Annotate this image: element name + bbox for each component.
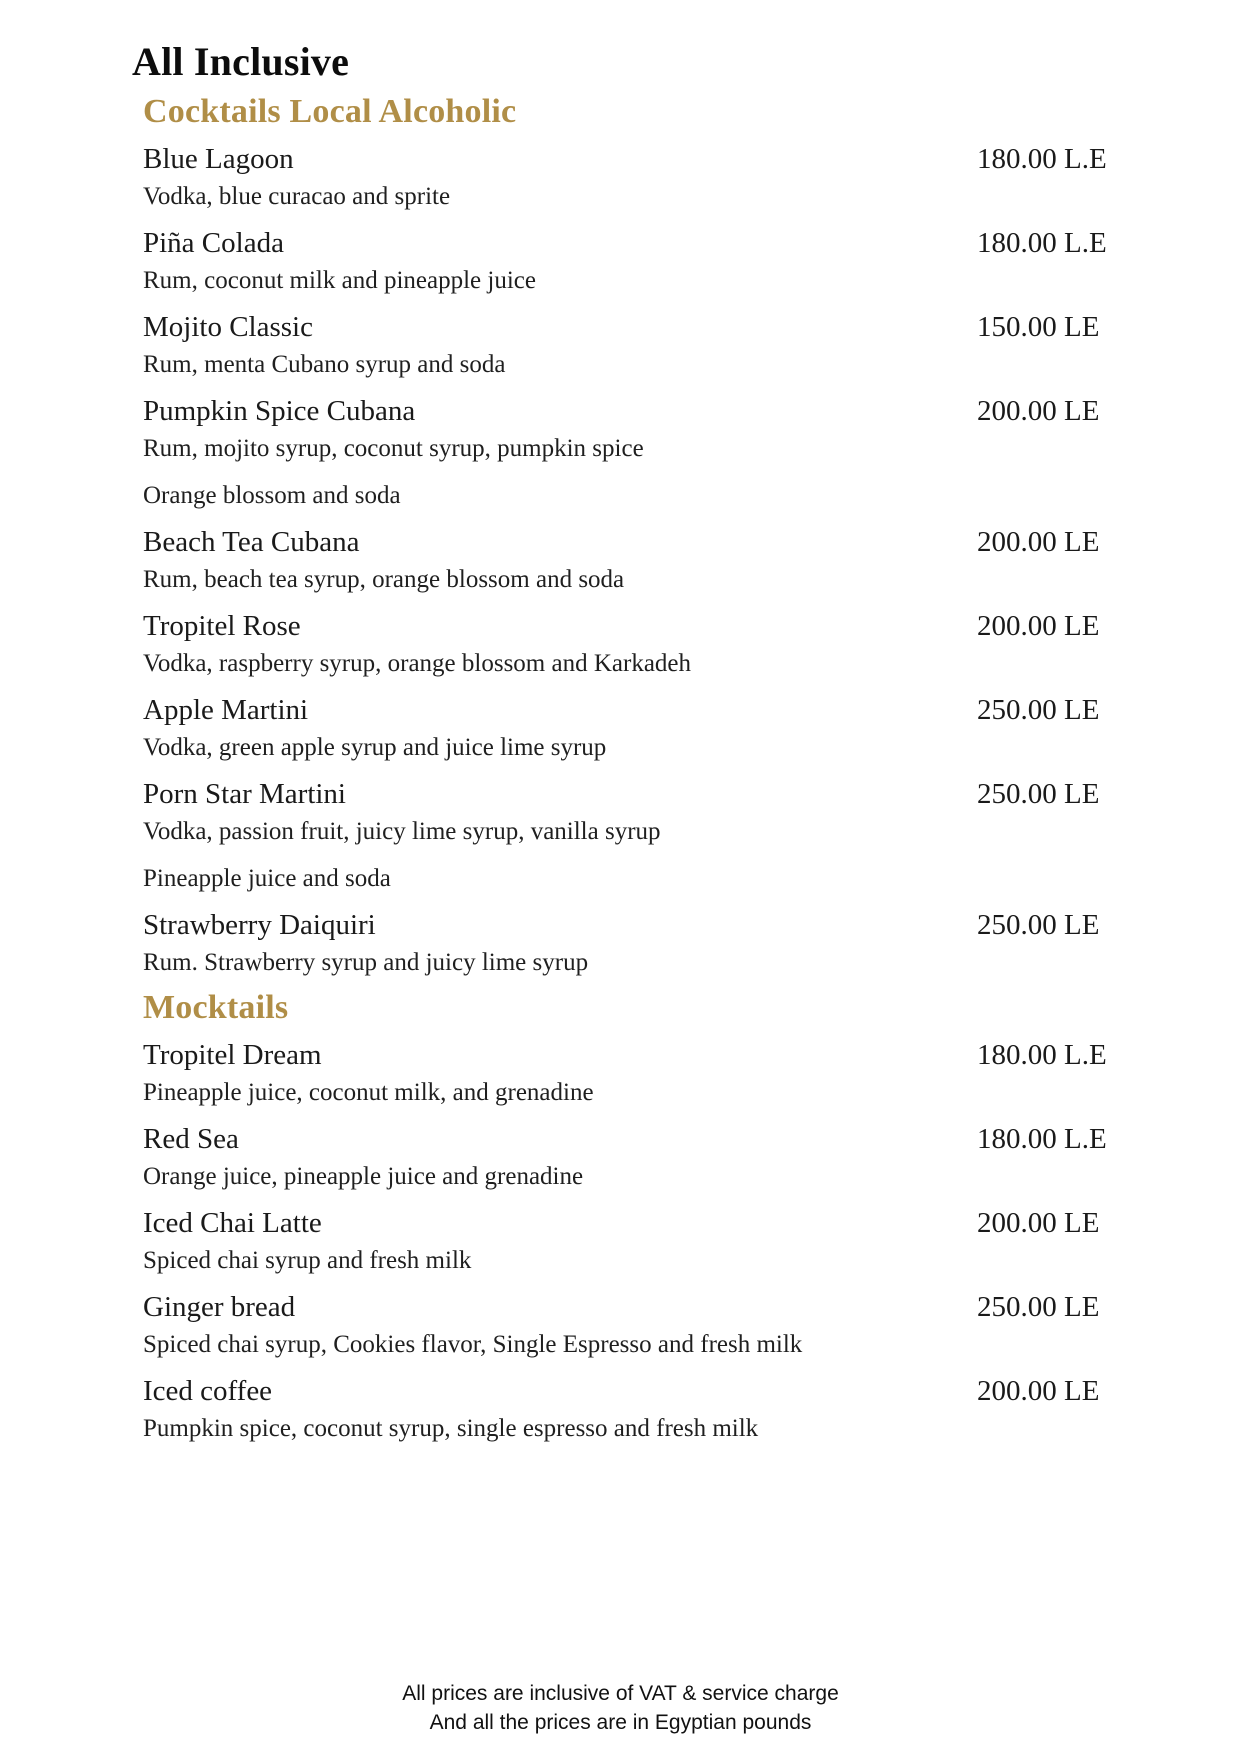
item-name: Mojito Classic xyxy=(143,311,313,343)
item-row xyxy=(143,307,1227,347)
footer-line-2: And all the prices are in Egyptian pounds xyxy=(429,1711,812,1734)
item-description: Pineapple juice and soda xyxy=(143,865,391,892)
item-description: Rum, mojito syrup, coconut syrup, pumpkin spice xyxy=(143,435,644,462)
menu-item xyxy=(143,307,1227,382)
section-cocktails-local-alcoholic xyxy=(143,93,1227,980)
footer-note xyxy=(0,1679,1241,1737)
item-name: Apple Martini xyxy=(143,694,309,726)
menu-item xyxy=(143,1119,1227,1194)
item-name: Beach Tea Cubana xyxy=(143,526,360,558)
item-description: Orange juice, pineapple juice and grenadine xyxy=(143,1163,584,1190)
item-description: Rum. Strawberry syrup and juicy lime syrup xyxy=(143,949,589,976)
section-heading: Mocktails xyxy=(143,989,289,1026)
item-row xyxy=(143,1287,1227,1327)
menu-item xyxy=(143,774,1227,896)
item-price: 250.00 LE xyxy=(977,694,1100,726)
item-name: Iced Chai Latte xyxy=(143,1207,322,1239)
menu-item xyxy=(143,1203,1227,1278)
item-price: 180.00 L.E xyxy=(977,143,1107,175)
menu-item xyxy=(143,1371,1227,1446)
item-name: Strawberry Daiquiri xyxy=(143,909,376,941)
menu-item xyxy=(143,905,1227,980)
item-row xyxy=(143,391,1227,431)
item-row xyxy=(143,1371,1227,1411)
item-description: Rum, menta Cubano syrup and soda xyxy=(143,351,506,378)
item-name: Red Sea xyxy=(143,1123,239,1155)
item-name: Tropitel Rose xyxy=(143,610,301,642)
item-description: Orange blossom and soda xyxy=(143,482,401,509)
item-name: Piña Colada xyxy=(143,227,284,259)
item-row xyxy=(143,1119,1227,1159)
menu-item xyxy=(143,1287,1227,1362)
item-price: 200.00 LE xyxy=(977,526,1100,558)
item-price: 250.00 LE xyxy=(977,778,1100,810)
section-mocktails xyxy=(143,989,1227,1446)
item-name: Pumpkin Spice Cubana xyxy=(143,395,416,427)
item-name: Tropitel Dream xyxy=(143,1039,322,1071)
menu-content xyxy=(0,38,1241,1446)
item-name: Iced coffee xyxy=(143,1375,273,1407)
item-price: 200.00 LE xyxy=(977,395,1100,427)
item-price: 250.00 LE xyxy=(977,1291,1100,1323)
item-price: 180.00 L.E xyxy=(977,227,1107,259)
item-row xyxy=(143,139,1227,179)
item-row xyxy=(143,606,1227,646)
item-price: 180.00 L.E xyxy=(977,1123,1107,1155)
footer-line-1: All prices are inclusive of VAT & service charge xyxy=(402,1682,839,1705)
menu-item xyxy=(143,391,1227,513)
menu-item xyxy=(143,223,1227,298)
item-description: Spiced chai syrup, Cookies flavor, Single Espresso and fresh milk xyxy=(143,1331,803,1358)
item-description: Pumpkin spice, coconut syrup, single espresso and fresh milk xyxy=(143,1415,759,1442)
item-price: 200.00 LE xyxy=(977,1207,1100,1239)
item-price: 180.00 L.E xyxy=(977,1039,1107,1071)
item-row xyxy=(143,905,1227,945)
item-name: Blue Lagoon xyxy=(143,143,294,175)
menu-item xyxy=(143,139,1227,214)
item-name: Ginger bread xyxy=(143,1291,296,1323)
item-price: 200.00 LE xyxy=(977,1375,1100,1407)
menu-item xyxy=(143,1035,1227,1110)
item-description: Vodka, passion fruit, juicy lime syrup, vanilla syrup xyxy=(143,818,661,845)
item-row xyxy=(143,1035,1227,1075)
item-description: Vodka, raspberry syrup, orange blossom and Karkadeh xyxy=(143,650,692,677)
item-price: 200.00 LE xyxy=(977,610,1100,642)
item-row xyxy=(143,774,1227,814)
menu-item xyxy=(143,690,1227,765)
item-row xyxy=(143,690,1227,730)
item-price: 150.00 LE xyxy=(977,311,1100,343)
item-description: Vodka, blue curacao and sprite xyxy=(143,183,451,210)
item-row xyxy=(143,223,1227,263)
menu-item xyxy=(143,606,1227,681)
menu-item xyxy=(143,522,1227,597)
item-row xyxy=(143,1203,1227,1243)
item-description: Spiced chai syrup and fresh milk xyxy=(143,1247,472,1274)
item-row xyxy=(143,522,1227,562)
item-name: Porn Star Martini xyxy=(143,778,346,810)
section-heading: Cocktails Local Alcoholic xyxy=(143,93,517,130)
item-description: Pineapple juice, coconut milk, and grenadine xyxy=(143,1079,594,1106)
item-description: Rum, coconut milk and pineapple juice xyxy=(143,267,536,294)
item-price: 250.00 LE xyxy=(977,909,1100,941)
item-description: Vodka, green apple syrup and juice lime syrup xyxy=(143,734,607,761)
page-title: All Inclusive xyxy=(132,39,350,84)
item-description: Rum, beach tea syrup, orange blossom and soda xyxy=(143,566,625,593)
